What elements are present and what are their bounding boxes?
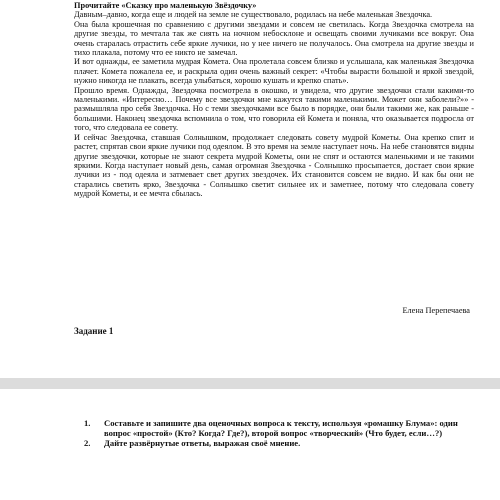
task-list [84,418,464,449]
story-paragraph: И вот однажды, ее заметила мудрая Комета. Она пролетала совсем близко и услышала, как маленькая Звездочка плачет. Комета пожалела ее, и раскрыла один очень важный секрет: «Чтобы вырасти большой и яркой звездой, нужно никогда не плакать, всегда улыбаться, хорошо кушать и крепко спать». [74,57,474,86]
story-paragraph: Она была крошечная по сравнению с другими звездами и совсем не светилась. Когда Звездочка смотрела на другие звезды, то мечтала так же сиять на ночном небосклоне и освещать своими лучиками все вокруг. Она очень старалась отрастить себе яркие лучики, но у нее ничего не получалось. Она смотрела на другие звезды и тихо плакала, потому что ее никто не замечал. [74,19,474,58]
story-paragraph: И сейчас Звездочка, ставшая Солнышком, продолжает следовать совету мудрой Кометы. Она крепко спит и растет, спрятав свои яркие лучики под одеялом. В это время на земле наступает ночь. На небе становятся видны другие звездочки, которые не знают секрета мудрой Кометы, они не спят и остаются маленькими и не такими яркими. Когда наступает новый день, самая огромная Звездочка - Солнышко просыпается, достает свои яркие лучики из - под одеяла и затмевает свет других звездочек. Их становится совсем не видно. И как бы они не старались светить ярко, Звездочка - Солнышко светит сильнее их и заметнее, потому что следовала совету мудрой Кометы, и ее мечта сбылась. [74,132,474,199]
task-item-number: 2. [84,438,91,449]
task-item-number: 1. [84,418,91,428]
story-paragraph: Прошло время. Однажды, Звездочка посмотрела в окошко, и увидела, что другие звездочки стали какими-то маленькими. «Интересно… Почему все звездочки мне кажутся такими маленькими. Может они заболели?»» - размышляла про себя Звездочка. Но с теми звездочками все было в порядке, они были такими же, как раньше - большими. Наконец звездочка вспомнила о том, что говорила ей Комета и поняла, что оказывается подросла от того, что следовала ее совету. [74,85,474,133]
story-text [74,1,474,199]
task-item [84,438,464,448]
task-heading: Задание 1 [74,326,114,336]
story-paragraph: Давным–давно, когда еще и людей на земле не существовало, родилась на небе маленькая Звездочка. [74,10,433,20]
story-author: Елена Перепечаева [402,306,470,315]
task-item-text: Дайте развёрнутые ответы, выражая своё мнение. [104,438,301,449]
story-title: Прочитайте «Сказку про маленькую Звёздочку» [74,1,257,10]
task-item [84,418,464,438]
task-item-text: Составьте и запишите два оценочных вопроса к тексту, используя «ромашку Блума»: один вопрос «простой» (Кто? Когда? Где?), второй вопрос «творческий» (Что будет, если…?) [104,418,458,439]
